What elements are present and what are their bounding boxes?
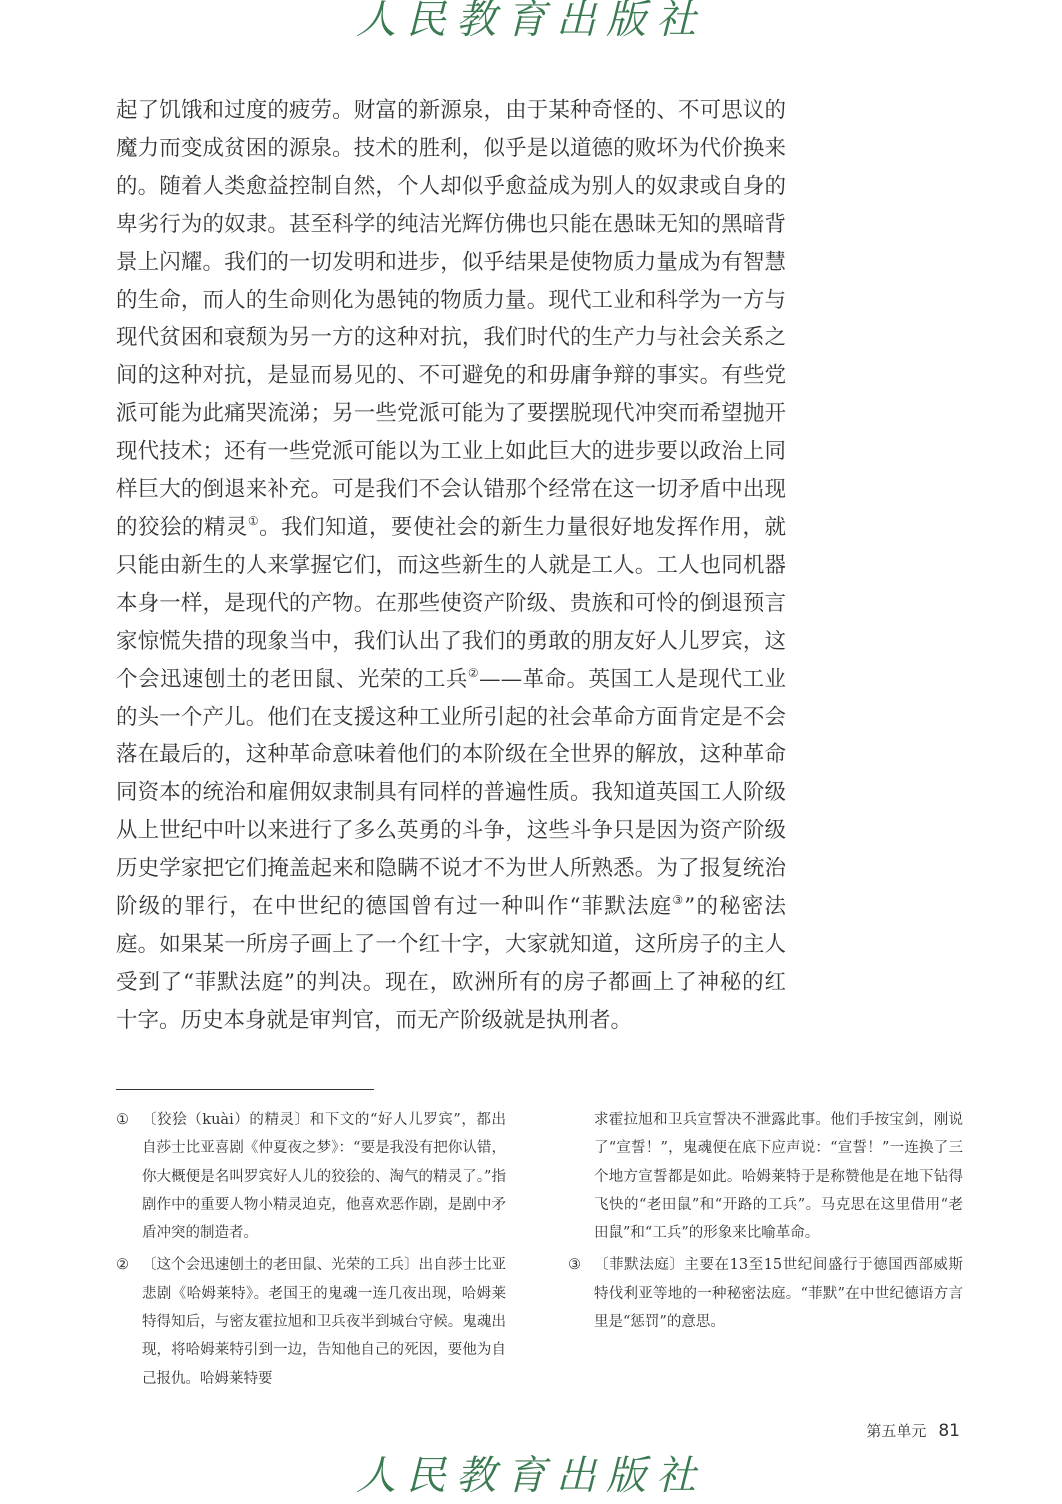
footnote-text: 〔这个会迅速刨土的老田鼠、光荣的工兵〕出自莎士比亚悲剧《哈姆莱特》。老国王的鬼魂一连几夜出现，哈姆莱特得知后，与密友霍拉旭和卫兵夜半到城台守候。鬼魂出现，将哈姆莱特引到一边，告知他自己的死因，要他为自己报仇。哈姆莱特要 (142, 1257, 506, 1387)
text-line: 家惊慌失措的现象当中，我们认出了我们的勇敢的朋友好人儿罗宾，这 (116, 628, 786, 654)
footnote-ref-3[interactable]: ③ (672, 893, 685, 908)
footnote-ref-1[interactable]: ① (247, 513, 260, 528)
text-line (116, 661, 786, 699)
footnote-divider (116, 1089, 374, 1090)
text-line: 的生命，而人的生命则化为愚钝的物质力量。现代工业和科学为一方与 (116, 287, 786, 313)
text-line: 派可能为此痛哭流涕；另一些党派可能为了要摆脱现代冲突而希望抛开 (116, 401, 786, 427)
text-line: 间的这种对抗，是显而易见的、不可避免的和毋庸争辩的事实。有些党 (116, 363, 786, 389)
text-line (116, 509, 786, 547)
footnote-3 (568, 1251, 963, 1336)
text-line: 落在最后的，这种革命意味着他们的本阶级在全世界的解放，这种革命 (116, 742, 786, 768)
text-line: 的头一个产儿。他们在支援这种工业所引起的社会革命方面肯定是不会 (116, 704, 786, 730)
text-line: 的。随着人类愈益控制自然，个人却似乎愈益成为别人的奴隶或自身的 (116, 173, 786, 199)
page-number: 81 (938, 1421, 960, 1441)
footnotes-right-column (568, 1106, 963, 1340)
page-footer (780, 1420, 960, 1441)
text-line: 魔力而变成贫困的源泉。技术的胜利，似乎是以道德的败坏为代价换来 (116, 135, 786, 161)
text-segment: 个会迅速刨土的老田鼠、光荣的工兵 (116, 666, 468, 692)
footnote-number: ③ (568, 1257, 581, 1274)
text-segment: 阶级的罪行，在中世纪的德国曾有过一种叫作“菲默法庭 (116, 894, 673, 920)
text-line: 样巨大的倒退来补充。可是我们不会认错那个经常在这一切矛盾中出现 (116, 477, 786, 503)
text-line: 只能由新生的人来掌握它们，而这些新生的人就是工人。工人也同机器 (116, 552, 786, 578)
unit-label: 第五单元 (866, 1422, 927, 1440)
text-line: 现代技术；还有一些党派可能以为工业上如此巨大的进步要以政治上同 (116, 439, 786, 465)
text-line: 从上世纪中叶以来进行了多么英勇的斗争，这些斗争只是因为资产阶级 (116, 818, 786, 844)
text-line: 本身一样，是现代的产物。在那些使资产阶级、贵族和可怜的倒退预言 (116, 590, 786, 616)
footnote-ref-2[interactable]: ② (467, 665, 480, 680)
text-line: 历史学家把它们掩盖起来和隐瞒不说才不为世人所熟悉。为了报复统治 (116, 856, 786, 882)
footnote-text: 〔狡狯（kuài）的精灵〕和下文的“好人儿罗宾”，都出自莎士比亚喜剧《仲夏夜之梦》：“要是我没有把你认错，你大概便是名叫罗宾好人儿的狡狯的、淘气的精灵了。”指剧作中的重要人物小精灵迫克，他喜欢恶作剧，是剧中矛盾冲突的制造者。 (142, 1112, 506, 1242)
text-segment: ”的秘密法 (684, 894, 786, 920)
footnote-text: 求霍拉旭和卫兵宣誓决不泄露此事。他们手按宝剑，刚说了“宣誓！”，鬼魂便在底下应声说：“宣誓！”一连换了三个地方宣誓都是如此。哈姆莱特于是称赞他是在地下钻得飞快的“老田鼠”和“开路的工兵”。马克思在这里借用“老田鼠”和“工兵”的形象来比喻革命。 (594, 1112, 963, 1242)
text-segment: 。我们知道，要使社会的新生力量很好地发挥作用，就 (259, 514, 786, 540)
text-line: 起了饥饿和过度的疲劳。财富的新源泉，由于某种奇怪的、不可思议的 (116, 98, 786, 123)
footnote-2-continued (568, 1106, 963, 1247)
text-line: 同资本的统治和雇佣奴隶制具有同样的普遍性质。我知道英国工人阶级 (116, 780, 786, 806)
text-segment: ——革命。英国工人是现代工业 (479, 666, 786, 692)
publisher-watermark-top: 人民教育出版社 (356, 0, 706, 43)
text-line: 现代贫困和衰颓为另一方的这种对抗，我们时代的生产力与社会关系之 (116, 325, 786, 351)
footnote-2 (116, 1251, 506, 1392)
text-line (116, 888, 786, 926)
footnote-number: ② (116, 1257, 129, 1274)
publisher-watermark-bottom: 人民教育出版社 (356, 1453, 706, 1499)
footnote-text: 〔菲默法庭〕主要在13至15世纪间盛行于德国西部威斯特伐利亚等地的一种秘密法庭。“菲默”在中世纪德语方言里是“惩罚”的意思。 (594, 1257, 963, 1331)
footnotes-left-column (116, 1106, 506, 1397)
text-line: 庭。如果某一所房子画上了一个红十字，大家就知道，这所房子的主人 (116, 931, 786, 957)
footnote-number: ① (116, 1112, 129, 1128)
text-line: 景上闪耀。我们的一切发明和进步，似乎结果是使物质力量成为有智慧 (116, 249, 786, 275)
text-segment: 的狡狯的精灵 (116, 514, 248, 540)
footnote-1 (116, 1106, 506, 1247)
main-text (116, 92, 786, 1040)
text-line: 受到了“菲默法庭”的判决。现在，欧洲所有的房子都画上了神秘的红 (116, 969, 786, 995)
text-line: 十字。历史本身就是审判官，而无产阶级就是执刑者。 (116, 1007, 633, 1033)
text-line: 卑劣行为的奴隶。甚至科学的纯洁光辉仿佛也只能在愚昧无知的黑暗背 (116, 211, 786, 237)
